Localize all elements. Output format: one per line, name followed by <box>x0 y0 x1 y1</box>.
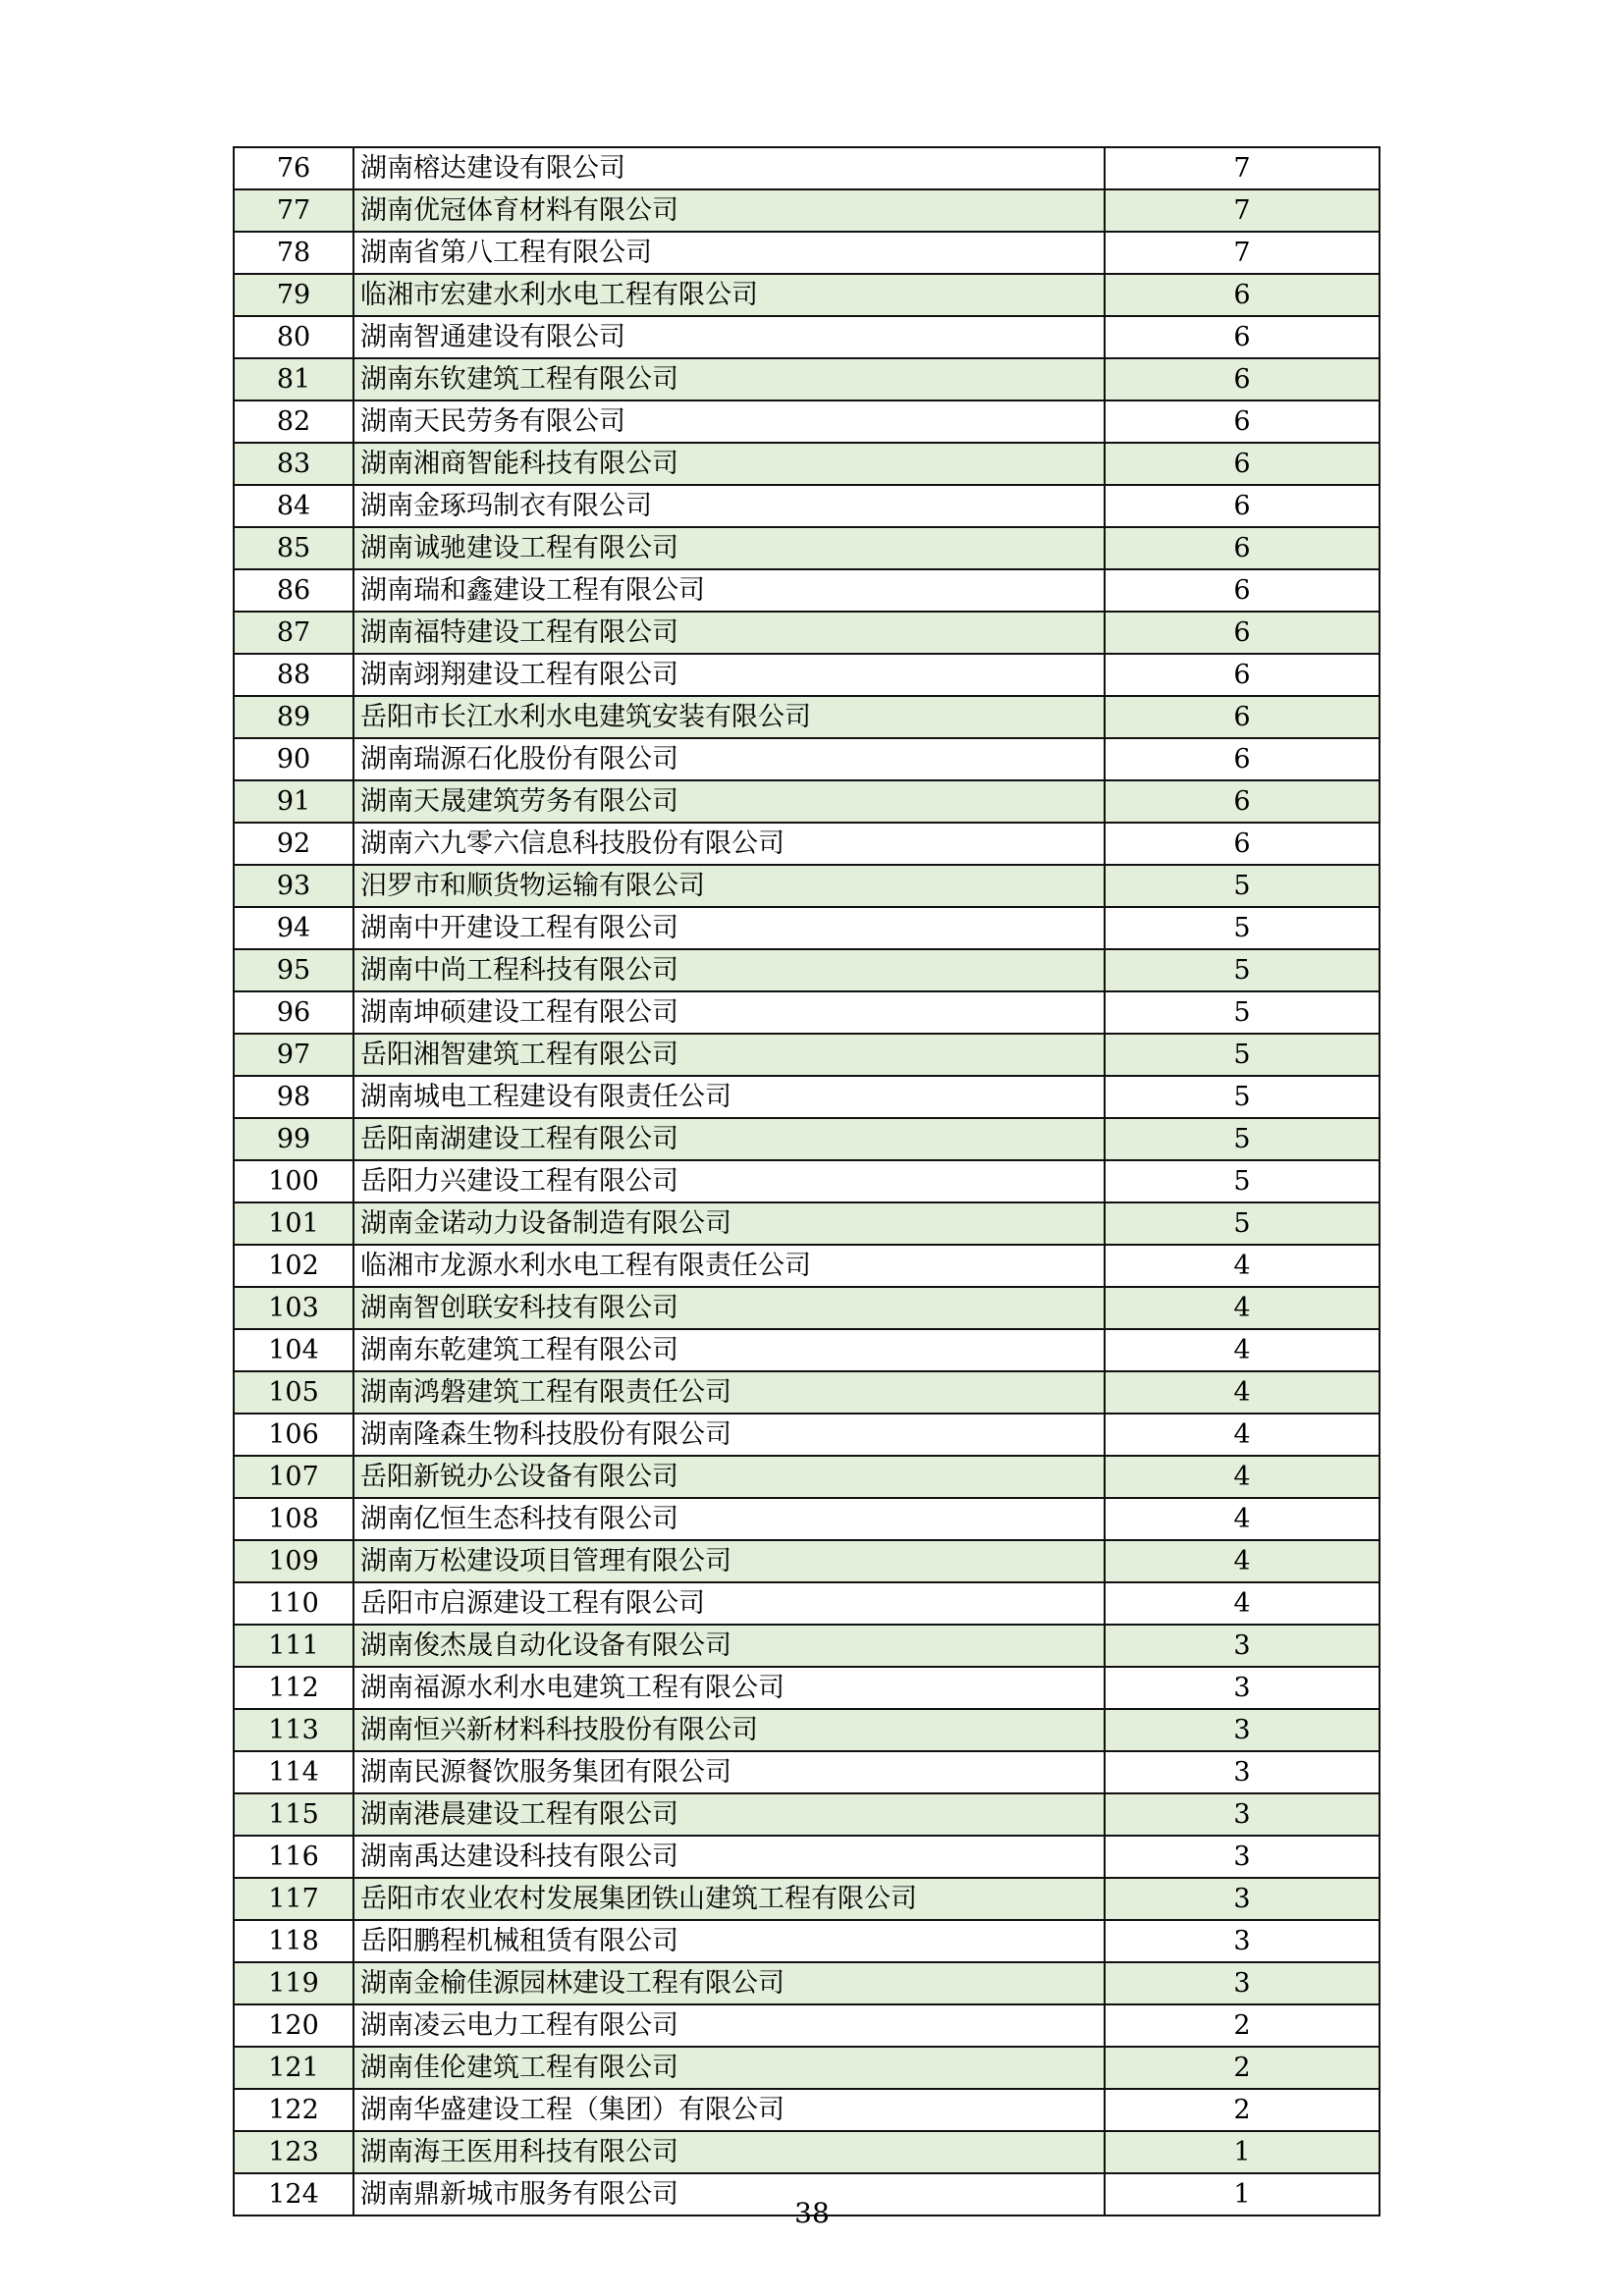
count-cell: 4 <box>1105 1414 1380 1456</box>
company-name-cell: 湖南恒兴新材料科技股份有限公司 <box>353 1709 1105 1751</box>
row-number-cell: 91 <box>234 780 353 823</box>
row-number-cell: 98 <box>234 1076 353 1118</box>
table-row <box>234 189 1380 232</box>
table-row <box>234 1245 1380 1287</box>
company-name-cell: 湖南禹达建设科技有限公司 <box>353 1836 1105 1878</box>
count-cell: 6 <box>1105 527 1380 569</box>
count-cell: 1 <box>1105 2131 1380 2173</box>
table-row <box>234 1751 1380 1793</box>
row-number-cell: 116 <box>234 1836 353 1878</box>
row-number-cell: 85 <box>234 527 353 569</box>
row-number-cell: 101 <box>234 1202 353 1245</box>
table-row <box>234 1034 1380 1076</box>
company-name-cell: 岳阳新锐办公设备有限公司 <box>353 1456 1105 1498</box>
count-cell: 4 <box>1105 1245 1380 1287</box>
table-row <box>234 358 1380 400</box>
table-row <box>234 1540 1380 1582</box>
table-row <box>234 1371 1380 1414</box>
company-name-cell: 岳阳市启源建设工程有限公司 <box>353 1582 1105 1625</box>
row-number-cell: 118 <box>234 1920 353 1962</box>
count-cell: 7 <box>1105 147 1380 189</box>
table-row <box>234 1414 1380 1456</box>
company-name-cell: 湖南凌云电力工程有限公司 <box>353 2004 1105 2047</box>
count-cell: 3 <box>1105 1962 1380 2004</box>
table-row <box>234 1076 1380 1118</box>
table-row <box>234 780 1380 823</box>
row-number-cell: 117 <box>234 1878 353 1920</box>
table-row <box>234 865 1380 907</box>
table-row <box>234 527 1380 569</box>
company-name-cell: 湖南鸿磐建筑工程有限责任公司 <box>353 1371 1105 1414</box>
count-cell: 4 <box>1105 1498 1380 1540</box>
table-row <box>234 738 1380 780</box>
count-cell: 6 <box>1105 780 1380 823</box>
row-number-cell: 112 <box>234 1667 353 1709</box>
count-cell: 2 <box>1105 2089 1380 2131</box>
count-cell: 5 <box>1105 1034 1380 1076</box>
company-name-cell: 湖南智创联安科技有限公司 <box>353 1287 1105 1329</box>
table-row <box>234 1287 1380 1329</box>
row-number-cell: 88 <box>234 654 353 696</box>
table-row <box>234 485 1380 527</box>
company-name-cell: 湖南优冠体育材料有限公司 <box>353 189 1105 232</box>
count-cell: 5 <box>1105 1160 1380 1202</box>
count-cell: 6 <box>1105 485 1380 527</box>
table-body <box>234 147 1380 2216</box>
company-name-cell: 岳阳市农业农村发展集团铁山建筑工程有限公司 <box>353 1878 1105 1920</box>
row-number-cell: 122 <box>234 2089 353 2131</box>
company-name-cell: 湖南亿恒生态科技有限公司 <box>353 1498 1105 1540</box>
row-number-cell: 83 <box>234 443 353 485</box>
row-number-cell: 100 <box>234 1160 353 1202</box>
company-name-cell: 湖南瑞和鑫建设工程有限公司 <box>353 569 1105 612</box>
row-number-cell: 89 <box>234 696 353 738</box>
table-row <box>234 443 1380 485</box>
table-row <box>234 1160 1380 1202</box>
count-cell: 2 <box>1105 2004 1380 2047</box>
table-row <box>234 147 1380 189</box>
row-number-cell: 92 <box>234 823 353 865</box>
table-row <box>234 612 1380 654</box>
table-row <box>234 1878 1380 1920</box>
count-cell: 4 <box>1105 1287 1380 1329</box>
row-number-cell: 124 <box>234 2173 353 2216</box>
table-row <box>234 400 1380 443</box>
row-number-cell: 121 <box>234 2047 353 2089</box>
row-number-cell: 86 <box>234 569 353 612</box>
table-row <box>234 1709 1380 1751</box>
company-name-cell: 岳阳市长江水利水电建筑安装有限公司 <box>353 696 1105 738</box>
company-name-cell: 湖南俊杰晟自动化设备有限公司 <box>353 1625 1105 1667</box>
row-number-cell: 93 <box>234 865 353 907</box>
company-name-cell: 湖南金诺动力设备制造有限公司 <box>353 1202 1105 1245</box>
table-row <box>234 1582 1380 1625</box>
company-name-cell: 湖南鼎新城市服务有限公司 <box>353 2173 1105 2216</box>
count-cell: 5 <box>1105 1076 1380 1118</box>
company-name-cell: 岳阳力兴建设工程有限公司 <box>353 1160 1105 1202</box>
count-cell: 6 <box>1105 400 1380 443</box>
count-cell: 5 <box>1105 991 1380 1034</box>
count-cell: 6 <box>1105 274 1380 316</box>
row-number-cell: 96 <box>234 991 353 1034</box>
count-cell: 6 <box>1105 654 1380 696</box>
row-number-cell: 103 <box>234 1287 353 1329</box>
company-name-cell: 湖南东乾建筑工程有限公司 <box>353 1329 1105 1371</box>
row-number-cell: 119 <box>234 1962 353 2004</box>
row-number-cell: 108 <box>234 1498 353 1540</box>
count-cell: 6 <box>1105 443 1380 485</box>
table-row <box>234 1836 1380 1878</box>
table-row <box>234 1118 1380 1160</box>
table-row <box>234 2089 1380 2131</box>
company-name-cell: 湖南金琢玛制衣有限公司 <box>353 485 1105 527</box>
row-number-cell: 106 <box>234 1414 353 1456</box>
row-number-cell: 77 <box>234 189 353 232</box>
company-name-cell: 岳阳鹏程机械租赁有限公司 <box>353 1920 1105 1962</box>
row-number-cell: 109 <box>234 1540 353 1582</box>
table-row <box>234 2004 1380 2047</box>
count-cell: 3 <box>1105 1625 1380 1667</box>
table-row <box>234 654 1380 696</box>
count-cell: 4 <box>1105 1329 1380 1371</box>
company-name-cell: 临湘市宏建水利水电工程有限公司 <box>353 274 1105 316</box>
count-cell: 3 <box>1105 1836 1380 1878</box>
count-cell: 5 <box>1105 1118 1380 1160</box>
count-cell: 1 <box>1105 2173 1380 2216</box>
company-table <box>233 146 1380 2216</box>
company-name-cell: 湖南中开建设工程有限公司 <box>353 907 1105 949</box>
company-name-cell: 汨罗市和顺货物运输有限公司 <box>353 865 1105 907</box>
row-number-cell: 114 <box>234 1751 353 1793</box>
company-name-cell: 湖南天晟建筑劳务有限公司 <box>353 780 1105 823</box>
company-name-cell: 岳阳南湖建设工程有限公司 <box>353 1118 1105 1160</box>
count-cell: 6 <box>1105 358 1380 400</box>
row-number-cell: 120 <box>234 2004 353 2047</box>
row-number-cell: 113 <box>234 1709 353 1751</box>
table-row <box>234 949 1380 991</box>
count-cell: 5 <box>1105 907 1380 949</box>
count-cell: 6 <box>1105 696 1380 738</box>
row-number-cell: 115 <box>234 1793 353 1836</box>
count-cell: 6 <box>1105 612 1380 654</box>
count-cell: 7 <box>1105 189 1380 232</box>
company-name-cell: 临湘市龙源水利水电工程有限责任公司 <box>353 1245 1105 1287</box>
row-number-cell: 110 <box>234 1582 353 1625</box>
company-name-cell: 湖南天民劳务有限公司 <box>353 400 1105 443</box>
company-name-cell: 湖南翊翔建设工程有限公司 <box>353 654 1105 696</box>
table-row <box>234 1920 1380 1962</box>
company-name-cell: 湖南华盛建设工程（集团）有限公司 <box>353 2089 1105 2131</box>
company-name-cell: 湖南金榆佳源园林建设工程有限公司 <box>353 1962 1105 2004</box>
table-row <box>234 1962 1380 2004</box>
company-name-cell: 湖南海王医用科技有限公司 <box>353 2131 1105 2173</box>
row-number-cell: 84 <box>234 485 353 527</box>
row-number-cell: 81 <box>234 358 353 400</box>
table-row <box>234 2131 1380 2173</box>
count-cell: 4 <box>1105 1582 1380 1625</box>
row-number-cell: 99 <box>234 1118 353 1160</box>
count-cell: 5 <box>1105 949 1380 991</box>
table-row <box>234 1625 1380 1667</box>
row-number-cell: 107 <box>234 1456 353 1498</box>
row-number-cell: 76 <box>234 147 353 189</box>
table-row <box>234 1498 1380 1540</box>
table-row <box>234 991 1380 1034</box>
company-name-cell: 湖南榕达建设有限公司 <box>353 147 1105 189</box>
company-name-cell: 湖南湘商智能科技有限公司 <box>353 443 1105 485</box>
count-cell: 3 <box>1105 1667 1380 1709</box>
row-number-cell: 123 <box>234 2131 353 2173</box>
table-row <box>234 1793 1380 1836</box>
count-cell: 4 <box>1105 1371 1380 1414</box>
row-number-cell: 97 <box>234 1034 353 1076</box>
count-cell: 3 <box>1105 1793 1380 1836</box>
row-number-cell: 102 <box>234 1245 353 1287</box>
company-name-cell: 湖南省第八工程有限公司 <box>353 232 1105 274</box>
company-name-cell: 湖南城电工程建设有限责任公司 <box>353 1076 1105 1118</box>
row-number-cell: 105 <box>234 1371 353 1414</box>
company-name-cell: 湖南智通建设有限公司 <box>353 316 1105 358</box>
count-cell: 5 <box>1105 865 1380 907</box>
row-number-cell: 82 <box>234 400 353 443</box>
count-cell: 6 <box>1105 738 1380 780</box>
count-cell: 6 <box>1105 823 1380 865</box>
row-number-cell: 80 <box>234 316 353 358</box>
company-name-cell: 湖南中尚工程科技有限公司 <box>353 949 1105 991</box>
table-row <box>234 1456 1380 1498</box>
row-number-cell: 87 <box>234 612 353 654</box>
row-number-cell: 94 <box>234 907 353 949</box>
row-number-cell: 79 <box>234 274 353 316</box>
count-cell: 3 <box>1105 1920 1380 1962</box>
company-name-cell: 湖南东钦建筑工程有限公司 <box>353 358 1105 400</box>
table-row <box>234 316 1380 358</box>
company-name-cell: 湖南民源餐饮服务集团有限公司 <box>353 1751 1105 1793</box>
company-name-cell: 湖南瑞源石化股份有限公司 <box>353 738 1105 780</box>
table-row <box>234 823 1380 865</box>
count-cell: 5 <box>1105 1202 1380 1245</box>
table-row <box>234 907 1380 949</box>
count-cell: 6 <box>1105 569 1380 612</box>
table-row <box>234 274 1380 316</box>
company-name-cell: 湖南六九零六信息科技股份有限公司 <box>353 823 1105 865</box>
company-name-cell: 湖南佳伦建筑工程有限公司 <box>353 2047 1105 2089</box>
row-number-cell: 78 <box>234 232 353 274</box>
row-number-cell: 111 <box>234 1625 353 1667</box>
company-name-cell: 湖南福特建设工程有限公司 <box>353 612 1105 654</box>
table-row <box>234 696 1380 738</box>
count-cell: 3 <box>1105 1709 1380 1751</box>
count-cell: 2 <box>1105 2047 1380 2089</box>
count-cell: 6 <box>1105 316 1380 358</box>
company-name-cell: 湖南隆森生物科技股份有限公司 <box>353 1414 1105 1456</box>
company-name-cell: 湖南港晨建设工程有限公司 <box>353 1793 1105 1836</box>
table-row <box>234 232 1380 274</box>
table-row <box>234 1329 1380 1371</box>
company-name-cell: 湖南福源水利水电建筑工程有限公司 <box>353 1667 1105 1709</box>
count-cell: 3 <box>1105 1751 1380 1793</box>
company-name-cell: 岳阳湘智建筑工程有限公司 <box>353 1034 1105 1076</box>
count-cell: 4 <box>1105 1456 1380 1498</box>
table-row <box>234 2047 1380 2089</box>
table-row <box>234 1202 1380 1245</box>
company-name-cell: 湖南诚驰建设工程有限公司 <box>353 527 1105 569</box>
count-cell: 7 <box>1105 232 1380 274</box>
table-row <box>234 1667 1380 1709</box>
table-row <box>234 569 1380 612</box>
row-number-cell: 95 <box>234 949 353 991</box>
page-number: 38 <box>794 2197 830 2229</box>
row-number-cell: 90 <box>234 738 353 780</box>
count-cell: 4 <box>1105 1540 1380 1582</box>
company-name-cell: 湖南坤硕建设工程有限公司 <box>353 991 1105 1034</box>
count-cell: 3 <box>1105 1878 1380 1920</box>
row-number-cell: 104 <box>234 1329 353 1371</box>
company-name-cell: 湖南万松建设项目管理有限公司 <box>353 1540 1105 1582</box>
